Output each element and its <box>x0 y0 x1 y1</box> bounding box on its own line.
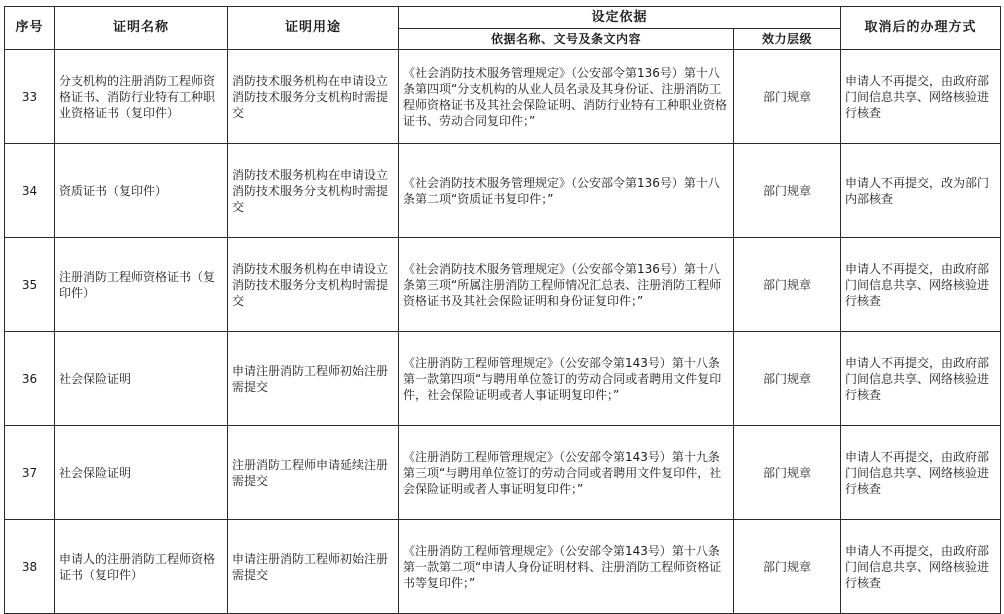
table-row <box>5 238 1001 332</box>
row-basis: 《社会消防技术服务管理规定》（公安部令第136号）第十八条第四项“分支机构的从业人员名录及其身份证、注册消防工程师资格证书及其社会保险证明、消防行业特有工种职业资格证书、劳动合同复印件；” <box>399 50 734 144</box>
table-row <box>5 426 1001 520</box>
header-after: 取消后的办理方式 <box>841 7 1001 50</box>
row-name: 分支机构的注册消防工程师资格证书、消防行业特有工种职业资格证书（复印件） <box>55 50 228 144</box>
row-purpose: 申请注册消防工程师初始注册需提交 <box>228 520 399 614</box>
row-purpose: 消防技术服务机构在申请设立消防技术服务分支机构时需提交 <box>228 50 399 144</box>
row-name: 社会保险证明 <box>55 332 228 426</box>
row-seq: 33 <box>5 50 55 144</box>
row-purpose: 消防技术服务机构在申请设立消防技术服务分支机构时需提交 <box>228 238 399 332</box>
row-level: 部门规章 <box>734 144 841 238</box>
row-after: 申请人不再提交，由政府部门间信息共享、网络核验进行核查 <box>841 50 1001 144</box>
header-name: 证明名称 <box>55 7 228 50</box>
header-basis-level: 效力层级 <box>734 29 841 50</box>
row-basis: 《注册消防工程师管理规定》（公安部令第143号）第十九条第三项“与聘用单位签订的劳动合同或者聘用文件复印件，社会保险证明或者人事证明复印件；” <box>399 426 734 520</box>
row-level: 部门规章 <box>734 520 841 614</box>
row-level: 部门规章 <box>734 426 841 520</box>
row-after: 申请人不再提交，由政府部门间信息共享、网络核验进行核查 <box>841 332 1001 426</box>
header-purpose: 证明用途 <box>228 7 399 50</box>
row-name: 资质证书（复印件） <box>55 144 228 238</box>
header-basis: 设定依据 <box>399 7 841 29</box>
row-level: 部门规章 <box>734 238 841 332</box>
row-name: 申请人的注册消防工程师资格证书（复印件） <box>55 520 228 614</box>
certificate-cancellation-table <box>4 6 1001 614</box>
header-basis-doc: 依据名称、文号及条文内容 <box>399 29 734 50</box>
row-after: 申请人不再提交，由政府部门间信息共享、网络核验进行核查 <box>841 426 1001 520</box>
row-seq: 36 <box>5 332 55 426</box>
row-basis: 《注册消防工程师管理规定》（公安部令第143号）第十八条第一款第二项“申请人身份证明材料、注册消防工程师资格证书等复印件；” <box>399 520 734 614</box>
header-seq: 序号 <box>5 7 55 50</box>
table-row <box>5 332 1001 426</box>
row-basis: 《社会消防技术服务管理规定》（公安部令第136号）第十八条第二项“资质证书复印件；” <box>399 144 734 238</box>
row-after: 申请人不再提交，改为部门内部核查 <box>841 144 1001 238</box>
table-row <box>5 50 1001 144</box>
table-row <box>5 520 1001 614</box>
row-name: 社会保险证明 <box>55 426 228 520</box>
row-level: 部门规章 <box>734 332 841 426</box>
table-row <box>5 144 1001 238</box>
row-seq: 37 <box>5 426 55 520</box>
row-purpose: 注册消防工程师申请延续注册需提交 <box>228 426 399 520</box>
row-name: 注册消防工程师资格证书（复印件） <box>55 238 228 332</box>
row-after: 申请人不再提交，由政府部门间信息共享、网络核验进行核查 <box>841 238 1001 332</box>
row-level: 部门规章 <box>734 50 841 144</box>
header-row <box>5 7 1001 29</box>
row-seq: 38 <box>5 520 55 614</box>
row-purpose: 消防技术服务机构在申请设立消防技术服务分支机构时需提交 <box>228 144 399 238</box>
row-seq: 35 <box>5 238 55 332</box>
row-seq: 34 <box>5 144 55 238</box>
row-purpose: 申请注册消防工程师初始注册需提交 <box>228 332 399 426</box>
row-basis: 《注册消防工程师管理规定》（公安部令第143号）第十八条第一款第四项“与聘用单位签订的劳动合同或者聘用文件复印件，社会保险证明或者人事证明复印件；” <box>399 332 734 426</box>
row-basis: 《社会消防技术服务管理规定》（公安部令第136号）第十八条第三项“所属注册消防工程师情况汇总表、注册消防工程师资格证书及其社会保险证明和身份证复印件；” <box>399 238 734 332</box>
row-after: 申请人不再提交，由政府部门间信息共享、网络核验进行核查 <box>841 520 1001 614</box>
